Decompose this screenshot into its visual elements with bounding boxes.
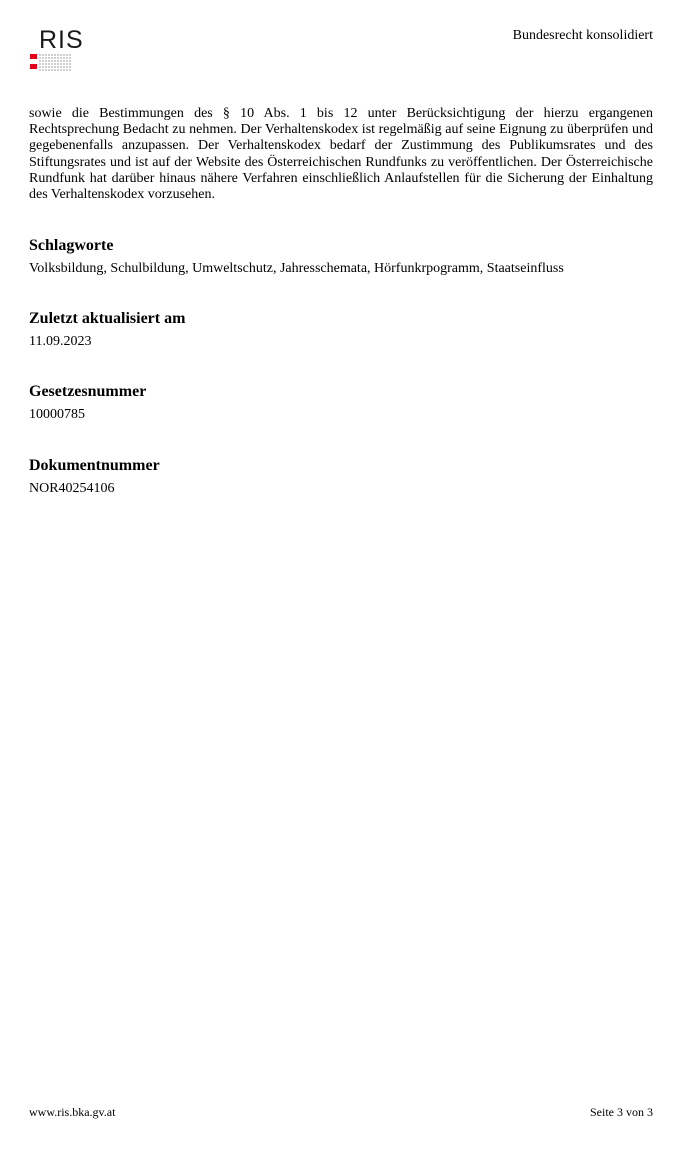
logo-grey-dot <box>42 57 44 59</box>
ris-logo-text: RIS <box>39 26 84 54</box>
section-zuletzt-aktualisiert <box>29 310 669 350</box>
logo-grey-dot <box>57 60 59 62</box>
logo-grey-dot <box>57 69 59 71</box>
logo-grey-dot <box>48 69 50 71</box>
section-value-gesetzesnummer: 10000785 <box>29 407 85 422</box>
logo-grey-dot <box>45 54 47 56</box>
logo-grey-dot <box>51 69 53 71</box>
law-text-paragraph: sowie die Bestimmungen des § 10 Abs. 1 bis 12 unter Berücksichtigung der hierzu ergangenen Rechtsprechung Bedacht zu nehmen. Der Verhaltenskodex ist regelmäßig auf seine Eignung zu überprüfen und gegebenenfalls anzupassen. Der Verhaltenskodex bedarf der Zustimmung des Publikumsrates und des Stiftungsrates und ist auf der Website des Österreichischen Rundfunks zu veröffentlichen. Der Österreichische Rundfunk hat darüber hinaus nähere Verfahren einschließlich Anlaufstellen für die Sicherung der Einhaltung des Verhaltenskodex vorzusehen. <box>29 106 653 203</box>
logo-grey-dot <box>69 54 71 56</box>
section-value-schlagworte: Volksbildung, Schulbildung, Umweltschutz, Jahresschemata, Hörfunkrpogramm, Staatseinfluss <box>29 261 564 276</box>
logo-grey-dot <box>57 57 59 59</box>
logo-grey-dot <box>63 60 65 62</box>
logo-grey-dot <box>54 66 56 68</box>
logo-grey-dot <box>51 60 53 62</box>
logo-grey-dot <box>60 66 62 68</box>
logo-grey-dot <box>60 54 62 56</box>
logo-grey-dot <box>39 57 41 59</box>
logo-grey-dot <box>39 63 41 65</box>
logo-grey-dot <box>39 69 41 71</box>
logo-grey-dot <box>57 54 59 56</box>
logo-grey-dot <box>39 54 41 56</box>
logo-grey-dot <box>48 54 50 56</box>
logo-grey-dot <box>42 60 44 62</box>
logo-grey-dot <box>60 60 62 62</box>
header-collection-label: Bundesrecht konsolidiert <box>512 28 653 43</box>
logo-grey-dot <box>48 66 50 68</box>
section-heading-aktualisiert: Zuletzt aktualisiert am <box>29 310 186 327</box>
section-dokumentnummer <box>29 457 669 497</box>
logo-grey-dot <box>39 66 41 68</box>
logo-grey-dot <box>54 57 56 59</box>
logo-grey-dot <box>60 57 62 59</box>
logo-grey-dot <box>51 57 53 59</box>
logo-grey-dot <box>60 69 62 71</box>
ris-logo <box>30 28 92 76</box>
logo-grey-dot <box>69 57 71 59</box>
logo-grey-dot <box>63 66 65 68</box>
logo-grey-dot <box>42 54 44 56</box>
section-schlagworte <box>29 237 669 277</box>
section-heading-schlagworte: Schlagworte <box>29 237 114 254</box>
logo-grey-dot <box>66 66 68 68</box>
logo-grey-dot <box>45 63 47 65</box>
logo-grey-dot <box>66 57 68 59</box>
logo-grey-dot <box>66 60 68 62</box>
logo-grey-dot <box>69 66 71 68</box>
logo-grey-dot <box>69 60 71 62</box>
logo-grey-dot <box>66 63 68 65</box>
logo-grey-dot <box>54 63 56 65</box>
logo-grey-dot <box>54 69 56 71</box>
section-heading-dokumentnummer: Dokumentnummer <box>29 457 160 474</box>
section-value-aktualisiert: 11.09.2023 <box>29 334 92 349</box>
logo-grey-dot <box>39 60 41 62</box>
logo-grey-dot <box>51 63 53 65</box>
logo-grey-dot <box>57 66 59 68</box>
logo-grey-dot <box>54 54 56 56</box>
logo-grey-dot <box>54 60 56 62</box>
logo-grey-dot <box>69 63 71 65</box>
logo-red-bar <box>30 54 37 59</box>
logo-grey-dot <box>51 66 53 68</box>
logo-red-bar <box>30 64 37 69</box>
logo-grey-dot <box>63 57 65 59</box>
logo-grey-dot <box>48 60 50 62</box>
logo-grey-dot <box>66 69 68 71</box>
logo-grey-dot <box>45 66 47 68</box>
logo-grey-dot <box>45 57 47 59</box>
footer-page-number: Seite 3 von 3 <box>590 1105 653 1119</box>
logo-grey-dot <box>42 66 44 68</box>
section-value-dokumentnummer: NOR40254106 <box>29 481 115 496</box>
logo-grey-dot <box>42 63 44 65</box>
logo-grey-dot <box>69 69 71 71</box>
logo-grey-dot <box>63 63 65 65</box>
logo-grey-dot <box>63 69 65 71</box>
ris-logo-dot-grid-icon <box>30 54 72 72</box>
logo-grey-dot <box>66 54 68 56</box>
logo-grey-dot <box>48 57 50 59</box>
logo-grey-dot <box>63 54 65 56</box>
logo-grey-dot <box>48 63 50 65</box>
section-heading-gesetzesnummer: Gesetzesnummer <box>29 383 147 400</box>
logo-grey-dot <box>60 63 62 65</box>
footer-url: www.ris.bka.gv.at <box>29 1105 116 1119</box>
section-gesetzesnummer <box>29 383 669 423</box>
logo-grey-dot <box>45 69 47 71</box>
logo-grey-dot <box>57 63 59 65</box>
logo-grey-dot <box>42 69 44 71</box>
logo-grey-dot <box>51 54 53 56</box>
logo-grey-dot <box>45 60 47 62</box>
